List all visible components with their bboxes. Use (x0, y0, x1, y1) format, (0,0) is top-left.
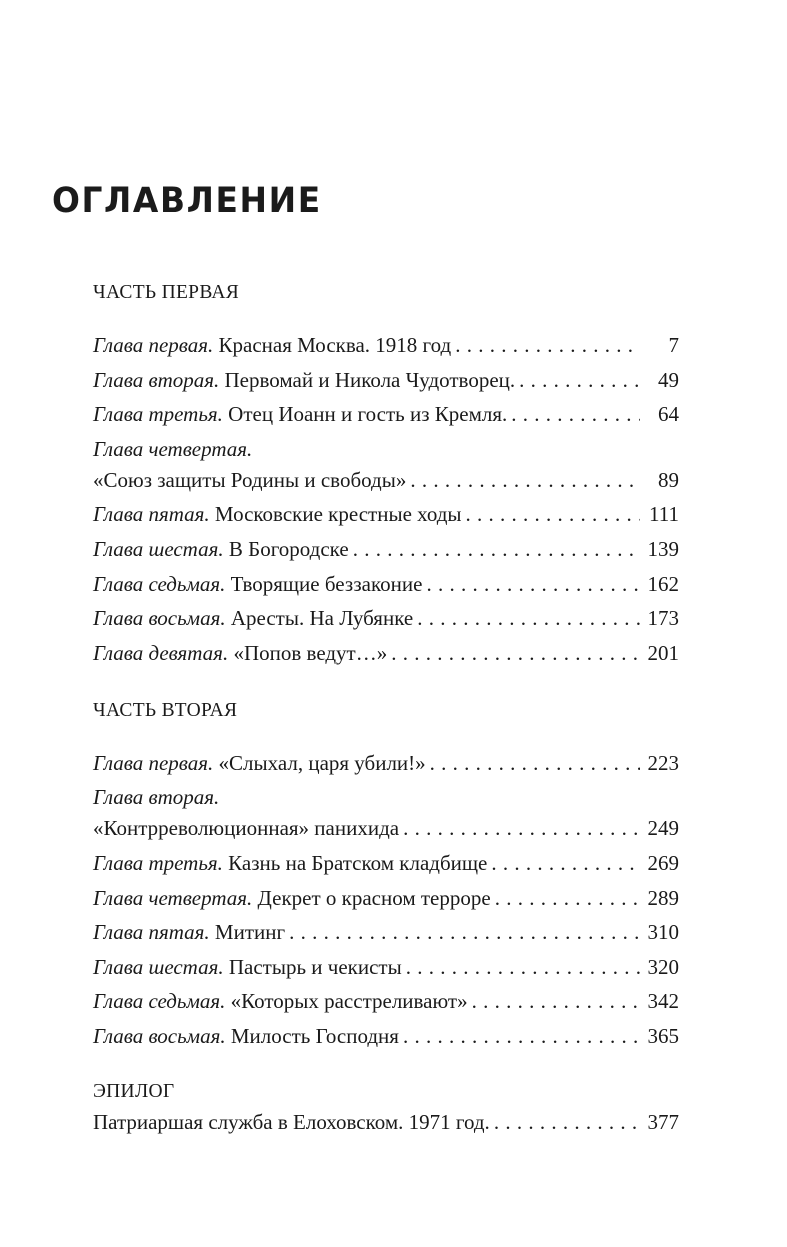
toc-entry-text (93, 853, 487, 874)
chapter-title: «Слыхал, царя убили!» (213, 750, 426, 775)
chapter-title: Милость Господня (225, 1024, 399, 1048)
chapter-label: Глава шестая. (93, 537, 224, 561)
toc-entry[interactable] (93, 991, 679, 1012)
chapter-label: Глава третья. (93, 402, 223, 427)
chapter-label: Глава шестая. (93, 954, 224, 979)
dot-leader (289, 922, 640, 943)
page-number: 64 (658, 402, 679, 427)
toc-entry-text (93, 1026, 399, 1047)
page-number: 289 (647, 885, 679, 910)
page-number: 310 (647, 920, 679, 945)
chapter-label: Глава седьмая. (93, 989, 226, 1014)
toc-entry-text (93, 885, 491, 910)
toc-entry[interactable] (93, 539, 679, 560)
chapter-title: Аресты. На Лубянке (225, 606, 414, 631)
toc-entry[interactable] (93, 335, 679, 356)
dot-leader (494, 1112, 640, 1133)
chapter-title: Творящие беззаконие (225, 571, 423, 596)
chapter-title: Патриаршая служба в Елоховском. 1971 год. (93, 1110, 490, 1134)
chapter-title: Отец Иоанн и гость из Кремля. (222, 402, 508, 427)
toc-entry-text (93, 571, 423, 596)
dot-leader (417, 608, 640, 629)
part-heading: ЧАСТЬ ПЕРВАЯ (93, 282, 240, 303)
page-number: 377 (647, 1110, 679, 1134)
chapter-label: Глава восьмая. (93, 606, 226, 631)
toc-entry[interactable] (93, 1112, 679, 1133)
toc-entry[interactable] (93, 608, 679, 629)
chapter-label: Глава девятая. (93, 640, 229, 665)
toc-entry[interactable] (93, 1026, 679, 1047)
chapter-label: Глава четвертая. (93, 436, 253, 461)
dot-leader (455, 335, 640, 356)
dot-leader (430, 753, 640, 774)
part-heading: ЭПИЛОГ (93, 1081, 175, 1102)
toc-entry[interactable] (93, 404, 679, 425)
page-number: 162 (647, 571, 679, 596)
dot-leader (511, 404, 640, 425)
chapter-label: Глава первая. (93, 750, 214, 775)
part-heading: ЧАСТЬ ВТОРАЯ (93, 699, 238, 721)
toc-entry[interactable] (93, 504, 679, 525)
toc-entry-text (93, 367, 516, 392)
chapter-title: Митинг (209, 920, 286, 945)
toc-entry[interactable] (93, 922, 679, 943)
dot-leader (491, 853, 640, 874)
chapter-title: Московские крестные ходы (209, 502, 462, 527)
chapter-title: «Контрреволюционная» панихида (93, 816, 400, 841)
chapter-label: Глава первая. (93, 333, 214, 357)
chapter-title: Красная Москва. 1918 год (213, 333, 452, 357)
toc-entry[interactable] (93, 787, 679, 808)
toc-entry-text (93, 437, 252, 461)
chapter-title: Казнь на Братском кладбище (222, 851, 488, 875)
toc-entry-text (93, 991, 468, 1012)
page-number: 111 (649, 502, 679, 527)
chapter-label: Глава четвертая. (93, 885, 253, 910)
toc-entry-text (93, 818, 399, 839)
dot-leader (466, 504, 640, 525)
toc-entry-text (93, 404, 507, 425)
dot-leader (353, 539, 640, 560)
dot-leader (426, 574, 640, 595)
page-number: 7 (668, 333, 679, 357)
toc-entry[interactable] (93, 367, 679, 392)
toc-entry[interactable] (93, 885, 679, 910)
page-number: 249 (647, 816, 679, 841)
page-number: 89 (658, 467, 679, 492)
dot-leader (406, 957, 640, 978)
page-number: 223 (647, 750, 679, 775)
toc-entry-text (93, 1112, 490, 1133)
toc-entry[interactable] (93, 467, 679, 492)
page-number: 342 (647, 989, 679, 1014)
page-number: 173 (647, 606, 679, 631)
dot-leader (495, 888, 640, 909)
chapter-title: «Которых расстреливают» (225, 989, 468, 1014)
page-number: 49 (658, 367, 679, 392)
toc-entry[interactable] (93, 640, 679, 665)
toc-entry[interactable] (93, 571, 679, 596)
toc-entry[interactable] (93, 436, 679, 461)
toc-entry-text (93, 335, 451, 356)
chapter-title: Первомай и Никола Чудотворец. (219, 367, 516, 392)
chapter-title: «Союз защиты Родины и свободы» (93, 467, 407, 492)
dot-leader (472, 991, 640, 1012)
chapter-label: Глава пятая. (93, 502, 210, 527)
toc-entry-text (93, 750, 426, 775)
toc-entry-text (93, 922, 285, 943)
chapter-label: Глава пятая. (93, 920, 210, 945)
toc-entry[interactable] (93, 853, 679, 874)
dot-leader (403, 818, 640, 839)
chapter-label: Глава восьмая. (93, 1024, 226, 1048)
page-number: 320 (647, 954, 679, 979)
chapter-title: Декрет о красном терроре (252, 885, 491, 910)
dot-leader (391, 643, 640, 664)
toc-entry[interactable] (93, 954, 679, 979)
toc-entry-text (93, 608, 413, 629)
chapter-title: В Богородске (223, 537, 349, 561)
chapter-label: Глава третья. (93, 851, 223, 875)
toc-entry-text (93, 954, 402, 979)
toc-entry[interactable] (93, 750, 679, 775)
chapter-title: Пастырь и чекисты (223, 954, 402, 979)
chapter-title: «Попов ведут…» (228, 640, 388, 665)
toc-entry-text (93, 539, 349, 560)
toc-entry-text (93, 640, 388, 665)
page-number: 139 (647, 537, 679, 561)
toc-entry-text (93, 785, 219, 809)
dot-leader (410, 470, 640, 491)
chapter-label: Глава седьмая. (93, 571, 226, 596)
toc-entry-text (93, 467, 407, 492)
chapter-label: Глава вторая. (93, 785, 220, 810)
dot-leader (403, 1026, 640, 1047)
toc-entry[interactable] (93, 818, 679, 839)
page-title: ОГЛАВЛЕНИЕ (52, 180, 322, 221)
page-number: 201 (647, 640, 679, 665)
page-number: 269 (647, 851, 679, 875)
chapter-label: Глава вторая. (93, 367, 220, 392)
toc-entry-text (93, 504, 462, 525)
page-number: 365 (647, 1024, 679, 1048)
dot-leader (519, 370, 640, 391)
